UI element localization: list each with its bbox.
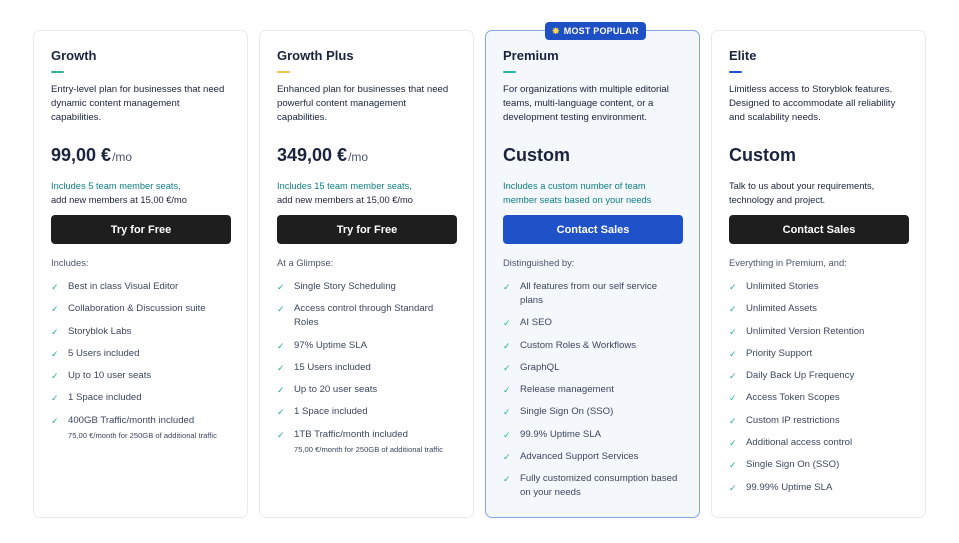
- feature-item: ✓ Single Story Scheduling: [277, 281, 396, 292]
- feature-item: ✓ 97% Uptime SLA: [277, 339, 368, 351]
- check-icon: ✓: [503, 362, 511, 373]
- seats-highlight: Includes a custom number of team member seats based on your needs: [503, 181, 652, 205]
- feature-item: ✓ Advanced Support Services: [503, 451, 639, 463]
- plan-price: 99,00 €: [51, 145, 112, 165]
- feature-item: [51, 414, 230, 442]
- feature-note: 75,00 €/month for 250GB of additional traffic: [68, 430, 217, 440]
- feature-item: ✓ Best in class Visual Editor: [51, 281, 179, 292]
- seats-extra: Talk to us about your requirements, technology and project.: [729, 181, 875, 205]
- features-list: [51, 280, 230, 442]
- plan-card-growth: [33, 30, 248, 518]
- check-icon: ✓: [277, 340, 285, 351]
- plan-price: Custom: [729, 145, 796, 165]
- feature-item: ✓ 1 Space included: [277, 406, 368, 418]
- check-icon: ✓: [51, 304, 59, 315]
- check-icon: ✓: [729, 348, 737, 359]
- feature-item: ✓ Release management: [503, 384, 614, 396]
- feature-item: ✓ 5 Users included: [51, 347, 140, 359]
- plan-name: Growth Plus: [277, 48, 354, 63]
- check-icon: ✓: [51, 415, 59, 426]
- feature-item: [277, 428, 456, 456]
- plan-card-growth-plus: [259, 30, 474, 518]
- features-list-title: Distinguished by:: [503, 257, 575, 268]
- check-icon: ✓: [503, 452, 511, 463]
- plan-name: Elite: [729, 48, 757, 63]
- features-list: [503, 280, 682, 500]
- feature-item: ✓ Access control through Standard Roles: [277, 303, 434, 329]
- feature-item: ✓ GraphQL: [503, 361, 560, 373]
- features-list-title: Includes:: [51, 257, 89, 268]
- feature-item: ✓ Fully customized consumption based on your needs: [503, 473, 678, 499]
- check-icon: ✓: [51, 371, 59, 382]
- features-list: [277, 280, 456, 456]
- feature-text: 400GB Traffic/month included: [68, 414, 195, 426]
- feature-item: ✓ Daily Back Up Frequency: [729, 370, 855, 382]
- feature-item: ✓ All features from our self service plans: [503, 281, 658, 306]
- feature-item: ✓ Unlimited Assets: [729, 303, 817, 315]
- features-list-title: At a Glimpse:: [277, 257, 334, 268]
- check-icon: ✓: [729, 415, 737, 426]
- contact-sales-button[interactable]: Contact Sales: [729, 215, 909, 244]
- feature-item: ✓ Additional access control: [729, 437, 853, 449]
- plan-accent-line: [503, 71, 516, 73]
- check-icon: ✓: [503, 385, 511, 396]
- plan-card-elite: [711, 30, 926, 518]
- check-icon: ✓: [503, 474, 511, 485]
- seats-info: [51, 179, 230, 207]
- check-icon: ✓: [729, 482, 737, 493]
- feature-item: ✓ Custom Roles & Workflows: [503, 339, 637, 351]
- price-row: [503, 145, 682, 169]
- pricing-cards: [33, 25, 926, 518]
- feature-item: ✓ Single Sign On (SSO): [729, 459, 840, 471]
- feature-item: ✓ Up to 20 user seats: [277, 384, 378, 396]
- check-icon: ✓: [503, 282, 511, 292]
- check-icon: ✓: [729, 371, 737, 382]
- check-icon: ✓: [51, 326, 59, 337]
- check-icon: ✓: [277, 282, 285, 292]
- check-icon: ✓: [729, 326, 737, 337]
- plan-price: Custom: [503, 145, 570, 165]
- feature-item: ✓ Single Sign On (SSO): [503, 406, 614, 418]
- seats-highlight: Includes 15 team member seats,: [277, 181, 412, 191]
- sparkle-icon: ✸: [552, 25, 560, 36]
- plan-accent-line: [51, 71, 64, 73]
- plan-description: For organizations with multiple editorial teams, multi-language content, or a development testing environment.: [503, 84, 669, 123]
- plan-description: Limitless access to Storyblok features. Designed to accommodate all reliability and scalability needs.: [729, 84, 896, 123]
- check-icon: ✓: [277, 385, 285, 396]
- check-icon: ✓: [277, 304, 285, 315]
- feature-item: ✓ Storyblok Labs: [51, 325, 132, 337]
- seats-info: [729, 179, 908, 207]
- price-period: /mo: [348, 150, 369, 164]
- price-period: /mo: [112, 150, 133, 164]
- feature-item: ✓ 15 Users included: [277, 361, 371, 373]
- plan-card-premium: [485, 25, 700, 518]
- plan-accent-line: [729, 71, 742, 73]
- check-icon: ✓: [729, 282, 737, 292]
- seats-info: [503, 179, 682, 207]
- check-icon: ✓: [51, 348, 59, 359]
- check-icon: ✓: [729, 393, 737, 404]
- check-icon: ✓: [503, 429, 511, 440]
- most-popular-badge: [545, 22, 646, 40]
- check-icon: ✓: [729, 304, 737, 315]
- check-icon: ✓: [51, 393, 59, 404]
- check-icon: ✓: [277, 362, 285, 373]
- badge-label: MOST POPULAR: [563, 26, 639, 36]
- check-icon: ✓: [729, 460, 737, 471]
- contact-sales-button[interactable]: Contact Sales: [503, 215, 683, 244]
- check-icon: ✓: [503, 407, 511, 418]
- feature-item: ✓ 1 Space included: [51, 392, 142, 404]
- check-icon: ✓: [503, 318, 511, 329]
- seats-extra: add new members at 15,00 €/mo: [277, 195, 413, 205]
- feature-item: ✓ Unlimited Version Retention: [729, 325, 865, 337]
- feature-item: ✓ 99.99% Uptime SLA: [729, 481, 833, 493]
- feature-item: ✓ Unlimited Stories: [729, 281, 819, 292]
- check-icon: ✓: [277, 407, 285, 418]
- check-icon: ✓: [729, 438, 737, 449]
- seats-highlight: Includes 5 team member seats,: [51, 181, 181, 191]
- feature-item: ✓ Custom IP restrictions: [729, 414, 840, 426]
- price-row: [729, 145, 908, 169]
- feature-note: 75,00 €/month for 250GB of additional traffic: [294, 444, 443, 454]
- features-list-title: Everything in Premium, and:: [729, 257, 847, 268]
- check-icon: ✓: [503, 340, 511, 351]
- check-icon: ✓: [277, 429, 285, 440]
- feature-item: ✓ Collaboration & Discussion suite: [51, 303, 206, 315]
- price-row: [277, 145, 456, 169]
- try-for-free-button[interactable]: Try for Free: [51, 215, 231, 244]
- try-for-free-button[interactable]: Try for Free: [277, 215, 457, 244]
- plan-description: Entry-level plan for businesses that need dynamic content management capabilities.: [51, 84, 225, 123]
- plan-name: Growth: [51, 48, 97, 63]
- feature-item: ✓ AI SEO: [503, 317, 552, 329]
- check-icon: ✓: [51, 282, 59, 292]
- plan-name: Premium: [503, 48, 559, 63]
- seats-extra: add new members at 15,00 €/mo: [51, 195, 187, 205]
- feature-item: ✓ Priority Support: [729, 347, 813, 359]
- feature-item: ✓ Access Token Scopes: [729, 392, 840, 404]
- feature-item: ✓ 99.9% Uptime SLA: [503, 428, 602, 440]
- feature-item: ✓ Up to 10 user seats: [51, 370, 152, 382]
- plan-accent-line: [277, 71, 290, 73]
- price-row: [51, 145, 230, 169]
- seats-info: [277, 179, 456, 207]
- features-list: [729, 280, 908, 495]
- plan-price: 349,00 €: [277, 145, 348, 165]
- plan-description: Enhanced plan for businesses that need powerful content management capabilities.: [277, 84, 449, 123]
- feature-text: 1TB Traffic/month included: [294, 428, 408, 440]
